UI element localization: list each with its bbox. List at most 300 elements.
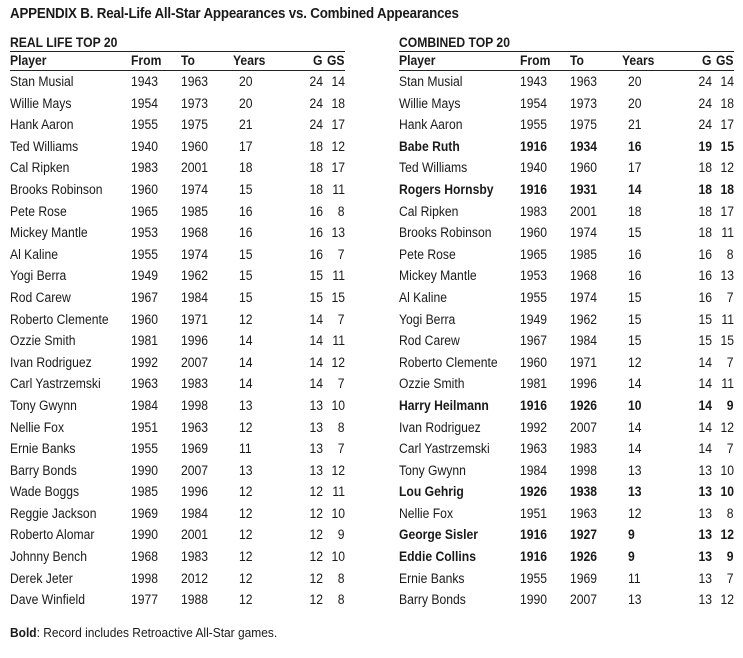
player-cell: Harry Heilmann (399, 397, 489, 413)
years-cell: 14 (628, 181, 642, 197)
to-cell: 2001 (181, 527, 209, 543)
from-cell: 1954 (131, 95, 159, 111)
from-cell: 1990 (131, 527, 159, 543)
from-cell: 1960 (131, 311, 159, 327)
player-column-header: Player (10, 52, 131, 71)
player-cell: Rod Carew (399, 333, 460, 349)
from-cell: 1943 (131, 74, 159, 89)
g-cell: 24 (309, 95, 323, 111)
g-cell: 13 (309, 462, 323, 478)
g-cell: 16 (698, 289, 712, 305)
to-cell: 2001 (570, 203, 598, 219)
g-cell: 12 (309, 549, 323, 565)
g-cell: 13 (698, 505, 712, 521)
player-cell: Stan Musial (10, 74, 74, 89)
player-cell: Brooks Robinson (399, 225, 492, 241)
player-cell: Mickey Mantle (10, 225, 88, 241)
table-row (10, 222, 345, 244)
to-cell: 1927 (570, 527, 598, 543)
g-cell: 14 (309, 333, 323, 349)
player-cell: Pete Rose (10, 203, 67, 219)
gs-cell: 18 (331, 95, 345, 111)
years-cell: 18 (628, 203, 642, 219)
player-cell: Pete Rose (399, 246, 456, 262)
from-cell: 1916 (520, 138, 548, 154)
g-cell: 14 (698, 441, 712, 457)
table-row (10, 71, 345, 93)
combined-heading: COMBINED TOP 20 (399, 35, 510, 50)
gs-cell: 7 (727, 441, 734, 457)
years-cell: 13 (628, 484, 642, 500)
to-cell: 2007 (181, 462, 209, 478)
years-cell: 20 (628, 74, 642, 89)
from-cell: 1943 (520, 74, 548, 89)
from-cell: 1990 (131, 462, 159, 478)
gs-cell: 12 (331, 354, 345, 370)
years-cell: 15 (628, 289, 642, 305)
table-row (399, 114, 734, 136)
from-cell: 1940 (131, 138, 159, 154)
player-cell: Wade Boggs (10, 484, 80, 500)
to-cell: 1938 (570, 484, 598, 500)
years-cell: 14 (628, 441, 642, 457)
years-cell: 15 (628, 225, 642, 241)
gs-cell: 7 (338, 441, 345, 457)
to-column-header: To (175, 52, 233, 71)
table-row (10, 503, 345, 525)
years-cell: 15 (239, 246, 253, 262)
player-cell: Ozzie Smith (399, 376, 465, 392)
table-row (10, 136, 345, 158)
to-cell: 1969 (570, 570, 598, 586)
years-cell: 12 (239, 419, 253, 435)
g-cell: 14 (309, 376, 323, 392)
table-row (399, 222, 734, 244)
years-column-header: Years (233, 52, 283, 71)
gs-cell: 7 (338, 311, 345, 327)
gs-cell: 8 (338, 592, 345, 608)
player-cell: Ivan Rodriguez (399, 419, 481, 435)
table-row (399, 93, 734, 115)
table-row (10, 352, 345, 374)
to-cell: 1974 (570, 289, 598, 305)
from-column-header: From (520, 52, 564, 71)
years-column-header: Years (622, 52, 672, 71)
table-row (399, 330, 734, 352)
player-cell: Roberto Alomar (10, 527, 95, 543)
g-cell: 12 (309, 527, 323, 543)
years-cell: 11 (628, 570, 641, 586)
to-cell: 1960 (570, 160, 598, 176)
from-cell: 1926 (520, 484, 548, 500)
player-cell: Nellie Fox (10, 419, 65, 435)
from-cell: 1955 (520, 117, 548, 133)
g-cell: 15 (698, 311, 712, 327)
player-cell: Carl Yastrzemski (399, 441, 490, 457)
player-cell: Willie Mays (399, 95, 461, 111)
player-cell: Hank Aaron (10, 117, 74, 133)
to-cell: 1975 (181, 117, 209, 133)
player-cell: Ted Williams (399, 160, 468, 176)
g-cell: 18 (309, 160, 323, 176)
table-row (399, 568, 734, 590)
player-cell: Nellie Fox (399, 505, 454, 521)
years-cell: 20 (239, 74, 253, 89)
gs-cell: 7 (727, 570, 734, 586)
to-cell: 2001 (181, 160, 209, 176)
player-cell: Roberto Clemente (399, 354, 498, 370)
table-row (10, 546, 345, 568)
years-cell: 13 (239, 397, 253, 413)
from-cell: 1968 (131, 549, 159, 565)
to-cell: 1963 (570, 74, 598, 89)
player-cell: Ernie Banks (399, 570, 465, 586)
player-cell: Ernie Banks (10, 441, 76, 457)
gs-column-header: GS (323, 52, 345, 71)
from-cell: 1953 (131, 225, 159, 241)
gs-cell: 12 (720, 527, 734, 543)
player-column-header: Player (399, 52, 520, 71)
g-cell: 16 (698, 268, 712, 284)
years-cell: 16 (239, 225, 253, 241)
gs-cell: 12 (720, 160, 734, 176)
from-cell: 1955 (131, 117, 159, 133)
real-life-heading: REAL LIFE TOP 20 (10, 35, 118, 50)
from-cell: 1990 (520, 592, 548, 608)
g-cell: 16 (309, 246, 323, 262)
to-cell: 1998 (570, 462, 598, 478)
years-cell: 14 (239, 354, 253, 370)
gs-cell: 10 (331, 397, 345, 413)
table-header-row (10, 52, 345, 71)
from-cell: 1960 (520, 225, 548, 241)
years-cell: 12 (628, 505, 642, 521)
g-cell: 12 (309, 570, 323, 586)
table-row (10, 460, 345, 482)
years-cell: 16 (628, 268, 642, 284)
years-cell: 12 (239, 549, 253, 565)
g-cell: 24 (698, 117, 712, 133)
gs-cell: 15 (720, 138, 734, 154)
to-cell: 2007 (181, 354, 209, 370)
from-cell: 1960 (131, 181, 159, 197)
g-cell: 14 (309, 354, 323, 370)
g-cell: 14 (698, 354, 712, 370)
from-column-header: From (131, 52, 175, 71)
gs-cell: 11 (721, 376, 734, 392)
table-row (10, 330, 345, 352)
g-cell: 13 (309, 441, 323, 457)
g-cell: 13 (698, 462, 712, 478)
table-row (399, 309, 734, 331)
gs-cell: 14 (331, 74, 345, 89)
from-cell: 1983 (520, 203, 548, 219)
to-cell: 1931 (570, 181, 598, 197)
table-row (10, 179, 345, 201)
from-cell: 1981 (520, 376, 548, 392)
player-cell: Lou Gehrig (399, 484, 464, 500)
gs-cell: 9 (727, 549, 734, 565)
combined-table (399, 51, 734, 611)
g-column-header: G (672, 52, 712, 71)
gs-cell: 11 (332, 333, 345, 349)
gs-cell: 11 (721, 225, 734, 241)
to-cell: 1984 (181, 505, 209, 521)
table-row (399, 157, 734, 179)
from-cell: 1954 (520, 95, 548, 111)
years-cell: 20 (628, 95, 642, 111)
from-cell: 1916 (520, 181, 548, 197)
from-cell: 1951 (131, 419, 159, 435)
table-row (399, 524, 734, 546)
g-cell: 14 (698, 376, 712, 392)
player-cell: Al Kaline (399, 289, 447, 305)
to-cell: 2007 (570, 419, 598, 435)
gs-cell: 7 (727, 289, 734, 305)
from-cell: 1949 (131, 268, 159, 284)
g-cell: 18 (698, 225, 712, 241)
to-cell: 1983 (570, 441, 598, 457)
g-cell: 13 (698, 570, 712, 586)
years-cell: 12 (239, 505, 253, 521)
g-cell: 18 (698, 203, 712, 219)
from-cell: 1983 (131, 160, 159, 176)
from-cell: 1955 (131, 441, 159, 457)
years-cell: 15 (239, 181, 253, 197)
to-cell: 1926 (570, 549, 598, 565)
gs-cell: 12 (331, 138, 345, 154)
to-cell: 1969 (181, 441, 209, 457)
gs-cell: 18 (720, 181, 734, 197)
gs-cell: 17 (720, 117, 734, 133)
gs-cell: 11 (721, 311, 734, 327)
player-cell: Hank Aaron (399, 117, 463, 133)
g-cell: 15 (309, 268, 323, 284)
player-cell: Reggie Jackson (10, 505, 97, 521)
gs-cell: 17 (331, 117, 345, 133)
to-cell: 1983 (181, 376, 209, 392)
from-cell: 1984 (131, 397, 159, 413)
from-cell: 1992 (520, 419, 548, 435)
to-cell: 1934 (570, 138, 598, 154)
from-cell: 1955 (520, 570, 548, 586)
to-cell: 1971 (181, 311, 209, 327)
to-cell: 1983 (181, 549, 209, 565)
player-cell: George Sisler (399, 527, 479, 543)
years-cell: 12 (628, 354, 642, 370)
gs-cell: 17 (720, 203, 734, 219)
g-cell: 24 (309, 117, 323, 133)
table-row (10, 287, 345, 309)
to-cell: 1988 (181, 592, 209, 608)
player-cell: Roberto Clemente (10, 311, 109, 327)
footnote-bold-label: Bold (10, 625, 37, 640)
from-cell: 1984 (520, 462, 548, 478)
years-cell: 15 (239, 268, 253, 284)
years-cell: 17 (239, 138, 253, 154)
years-cell: 13 (239, 462, 253, 478)
table-row (10, 309, 345, 331)
player-cell: Yogi Berra (399, 311, 456, 327)
years-cell: 16 (628, 138, 642, 154)
player-cell: Derek Jeter (10, 570, 73, 586)
player-cell: Johnny Bench (10, 549, 88, 565)
years-cell: 16 (239, 203, 253, 219)
years-cell: 9 (628, 549, 635, 565)
footnote (10, 625, 277, 640)
gs-cell: 7 (338, 246, 345, 262)
table-row (10, 244, 345, 266)
footnote-text: : Record includes Retroactive All-Star games. (36, 625, 278, 640)
to-cell: 1968 (181, 225, 209, 241)
g-cell: 13 (309, 397, 323, 413)
g-cell: 13 (698, 549, 712, 565)
gs-cell: 17 (331, 160, 345, 176)
g-column-header: G (283, 52, 323, 71)
to-column-header: To (564, 52, 622, 71)
table-row (10, 417, 345, 439)
from-cell: 1969 (131, 505, 159, 521)
player-cell: Barry Bonds (10, 462, 77, 478)
from-cell: 1951 (520, 505, 548, 521)
table-row (399, 265, 734, 287)
g-cell: 12 (309, 484, 323, 500)
g-cell: 18 (309, 181, 323, 197)
g-cell: 13 (309, 419, 323, 435)
years-cell: 21 (239, 117, 253, 133)
g-cell: 13 (698, 592, 712, 608)
from-cell: 1981 (131, 333, 159, 349)
to-cell: 1960 (181, 138, 209, 154)
player-cell: Dave Winfield (10, 592, 85, 608)
gs-cell: 8 (727, 246, 734, 262)
gs-cell: 15 (720, 333, 734, 349)
table-row (399, 352, 734, 374)
gs-cell: 9 (338, 527, 345, 543)
table-row (10, 568, 345, 590)
years-cell: 20 (239, 95, 253, 111)
gs-cell: 11 (332, 484, 345, 500)
from-cell: 1967 (520, 333, 548, 349)
to-cell: 1973 (181, 95, 209, 111)
gs-cell: 12 (720, 419, 734, 435)
player-cell: Carl Yastrzemski (10, 376, 101, 392)
to-cell: 1963 (570, 505, 598, 521)
gs-cell: 18 (720, 95, 734, 111)
table-row (10, 524, 345, 546)
table-row (399, 179, 734, 201)
to-cell: 1926 (570, 397, 598, 413)
to-cell: 1971 (570, 354, 598, 370)
years-cell: 14 (239, 333, 253, 349)
player-cell: Al Kaline (10, 246, 58, 262)
years-cell: 17 (628, 160, 642, 176)
gs-cell: 10 (720, 462, 734, 478)
table-row (399, 438, 734, 460)
years-cell: 12 (239, 484, 253, 500)
table-row (399, 460, 734, 482)
gs-cell: 13 (720, 268, 734, 284)
player-cell: Babe Ruth (399, 138, 460, 154)
g-cell: 24 (698, 95, 712, 111)
years-cell: 14 (628, 419, 642, 435)
table-row (10, 114, 345, 136)
from-cell: 1998 (131, 570, 159, 586)
from-cell: 1916 (520, 549, 548, 565)
to-cell: 1963 (181, 419, 209, 435)
g-cell: 18 (698, 181, 712, 197)
to-cell: 1996 (181, 333, 209, 349)
to-cell: 1996 (181, 484, 209, 500)
from-cell: 1965 (520, 246, 548, 262)
to-cell: 1974 (181, 246, 209, 262)
table-row (399, 417, 734, 439)
table-row (399, 481, 734, 503)
g-cell: 15 (698, 333, 712, 349)
from-cell: 1965 (131, 203, 159, 219)
appendix-title: APPENDIX B. Real-Life All-Star Appearances vs. Combined Appearances (10, 6, 459, 22)
combined-table-body (399, 71, 734, 611)
g-cell: 13 (698, 527, 712, 543)
gs-cell: 13 (331, 225, 345, 241)
gs-cell: 8 (338, 570, 345, 586)
player-cell: Ted Williams (10, 138, 79, 154)
table-row (399, 244, 734, 266)
to-cell: 1975 (570, 117, 598, 133)
player-cell: Rod Carew (10, 289, 71, 305)
table-row (10, 481, 345, 503)
table-row (399, 546, 734, 568)
gs-column-header: GS (712, 52, 734, 71)
years-cell: 16 (628, 246, 642, 262)
g-cell: 16 (309, 203, 323, 219)
real-life-table (10, 51, 345, 611)
player-cell: Ivan Rodriguez (10, 354, 92, 370)
table-row (10, 265, 345, 287)
from-cell: 1955 (520, 289, 548, 305)
years-cell: 14 (239, 376, 253, 392)
table-row (399, 589, 734, 611)
to-cell: 1962 (570, 311, 598, 327)
years-cell: 9 (628, 527, 635, 543)
years-cell: 13 (628, 462, 642, 478)
g-cell: 14 (309, 311, 323, 327)
table-row (399, 503, 734, 525)
player-cell: Tony Gwynn (10, 397, 77, 413)
gs-cell: 15 (331, 289, 345, 305)
player-cell: Ozzie Smith (10, 333, 76, 349)
g-cell: 12 (309, 505, 323, 521)
years-cell: 15 (628, 311, 642, 327)
gs-cell: 7 (727, 354, 734, 370)
g-cell: 24 (309, 74, 323, 89)
to-cell: 1968 (570, 268, 598, 284)
g-cell: 19 (698, 138, 712, 154)
to-cell: 1984 (181, 289, 209, 305)
from-cell: 1963 (131, 376, 159, 392)
from-cell: 1985 (131, 484, 159, 500)
player-cell: Mickey Mantle (399, 268, 477, 284)
from-cell: 1967 (131, 289, 159, 305)
g-cell: 14 (698, 419, 712, 435)
player-cell: Rogers Hornsby (399, 181, 494, 197)
player-cell: Cal Ripken (399, 203, 459, 219)
years-cell: 11 (239, 441, 252, 457)
g-cell: 16 (309, 225, 323, 241)
player-cell: Tony Gwynn (399, 462, 466, 478)
years-cell: 14 (628, 376, 642, 392)
g-cell: 16 (698, 246, 712, 262)
